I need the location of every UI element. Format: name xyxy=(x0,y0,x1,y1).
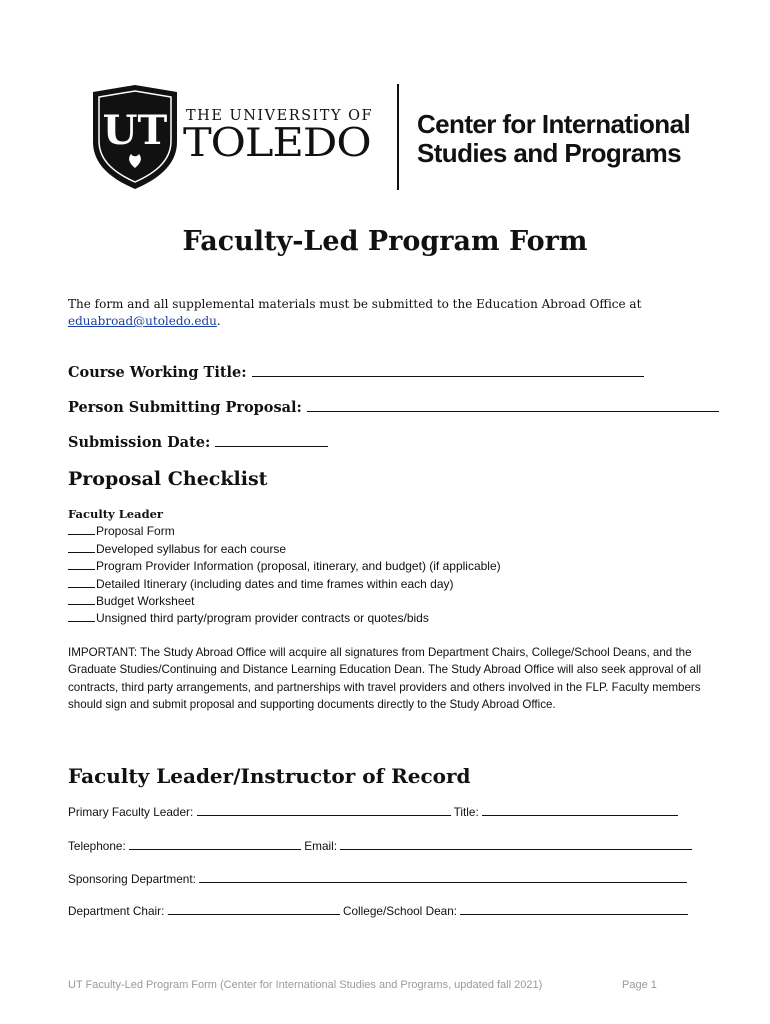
checklist-item-label: Detailed Itinerary (including dates and time frames within each day) xyxy=(96,576,454,591)
check-blank[interactable] xyxy=(68,593,95,605)
checklist-item-label: Developed syllabus for each course xyxy=(96,541,287,556)
person-label: Person Submitting Proposal: xyxy=(68,399,302,416)
email-link[interactable]: eduabroad@utoledo.edu xyxy=(68,314,217,328)
page-number: Page 1 xyxy=(622,979,657,991)
checklist-item-label: Budget Worksheet xyxy=(96,594,195,609)
important-notice: IMPORTANT: The Study Abroad Office will acquire all signatures from Department Chairs, College/School Deans, and the Graduate Studies/Continuing and Distance Learning Education Dean. The Study Abroad Office will also seek approval of all contracts, third party arrangements, and partnerships with travel providers and others involved in the FLP. Faculty members should sign and submit proposal and supporting documents directly to the Study Abroad Office. xyxy=(68,646,702,712)
center-name-line1: Center for International xyxy=(417,109,691,139)
check-blank[interactable] xyxy=(68,576,95,588)
checklist-item-label: Program Provider Information (proposal, itinerary, and budget) (if applicable) xyxy=(96,559,501,574)
chair-label: Department Chair: xyxy=(68,904,165,918)
check-blank[interactable] xyxy=(68,610,95,622)
checklist xyxy=(68,506,501,628)
dean-label: College/School Dean: xyxy=(342,904,458,918)
checklist-lead: Faculty Leader xyxy=(68,507,163,521)
checklist-item[interactable] xyxy=(68,523,501,540)
date-row xyxy=(68,432,328,451)
center-name-line2: Studies and Programs xyxy=(417,138,681,168)
primary-faculty-field[interactable] xyxy=(197,804,451,816)
title-label: Title: xyxy=(453,805,479,819)
contact-row xyxy=(68,838,692,853)
logo-letters: UT xyxy=(102,107,168,154)
person-field[interactable] xyxy=(307,397,719,412)
email-label: Email: xyxy=(304,839,338,853)
date-field[interactable] xyxy=(215,432,328,447)
chair-field[interactable] xyxy=(168,903,340,915)
telephone-label: Telephone: xyxy=(68,839,126,853)
checklist-item[interactable] xyxy=(68,541,501,558)
telephone-field[interactable] xyxy=(129,838,301,850)
dean-field[interactable] xyxy=(460,903,688,915)
primary-faculty-label: Primary Faculty Leader: xyxy=(68,805,194,819)
intro-text: The form and all supplemental materials must be submitted to the Education Abroad Office at xyxy=(68,297,642,311)
header xyxy=(90,84,690,190)
sponsoring-field[interactable] xyxy=(199,871,687,883)
primary-faculty-row xyxy=(68,804,678,819)
footer-text: UT Faculty-Led Program Form (Center for International Studies and Programs, updated fall 2021) xyxy=(68,979,543,991)
chair-dean-row xyxy=(68,903,688,918)
title-field[interactable] xyxy=(482,804,678,816)
checklist-item[interactable] xyxy=(68,593,501,610)
check-blank[interactable] xyxy=(68,541,95,553)
page-title: Faculty-Led Program Form xyxy=(182,226,588,257)
intro-period: . xyxy=(216,314,221,328)
center-name xyxy=(417,110,690,168)
date-label: Submission Date: xyxy=(68,434,211,451)
header-divider xyxy=(397,84,399,190)
university-name-big: TOLEDO xyxy=(183,120,371,166)
checklist-item-label: Proposal Form xyxy=(96,524,175,539)
checklist-heading: Proposal Checklist xyxy=(68,468,268,490)
course-title-label: Course Working Title: xyxy=(68,364,247,381)
course-title-row xyxy=(68,362,644,381)
email-field[interactable] xyxy=(340,838,692,850)
sponsoring-row xyxy=(68,871,687,886)
checklist-item[interactable] xyxy=(68,558,501,575)
check-blank[interactable] xyxy=(68,523,95,535)
person-row xyxy=(68,397,719,416)
checklist-item[interactable] xyxy=(68,610,501,627)
faculty-heading: Faculty Leader/Instructor of Record xyxy=(68,764,471,788)
intro-paragraph xyxy=(68,296,708,330)
checklist-item[interactable] xyxy=(68,576,501,593)
check-blank[interactable] xyxy=(68,558,95,570)
university-name-small: THE UNIVERSITY OF xyxy=(186,108,374,124)
sponsoring-label: Sponsoring Department: xyxy=(68,872,196,886)
checklist-item-label: Unsigned third party/program provider contracts or quotes/bids xyxy=(96,611,429,626)
university-shield-logo xyxy=(90,84,180,190)
course-title-field[interactable] xyxy=(252,362,644,377)
